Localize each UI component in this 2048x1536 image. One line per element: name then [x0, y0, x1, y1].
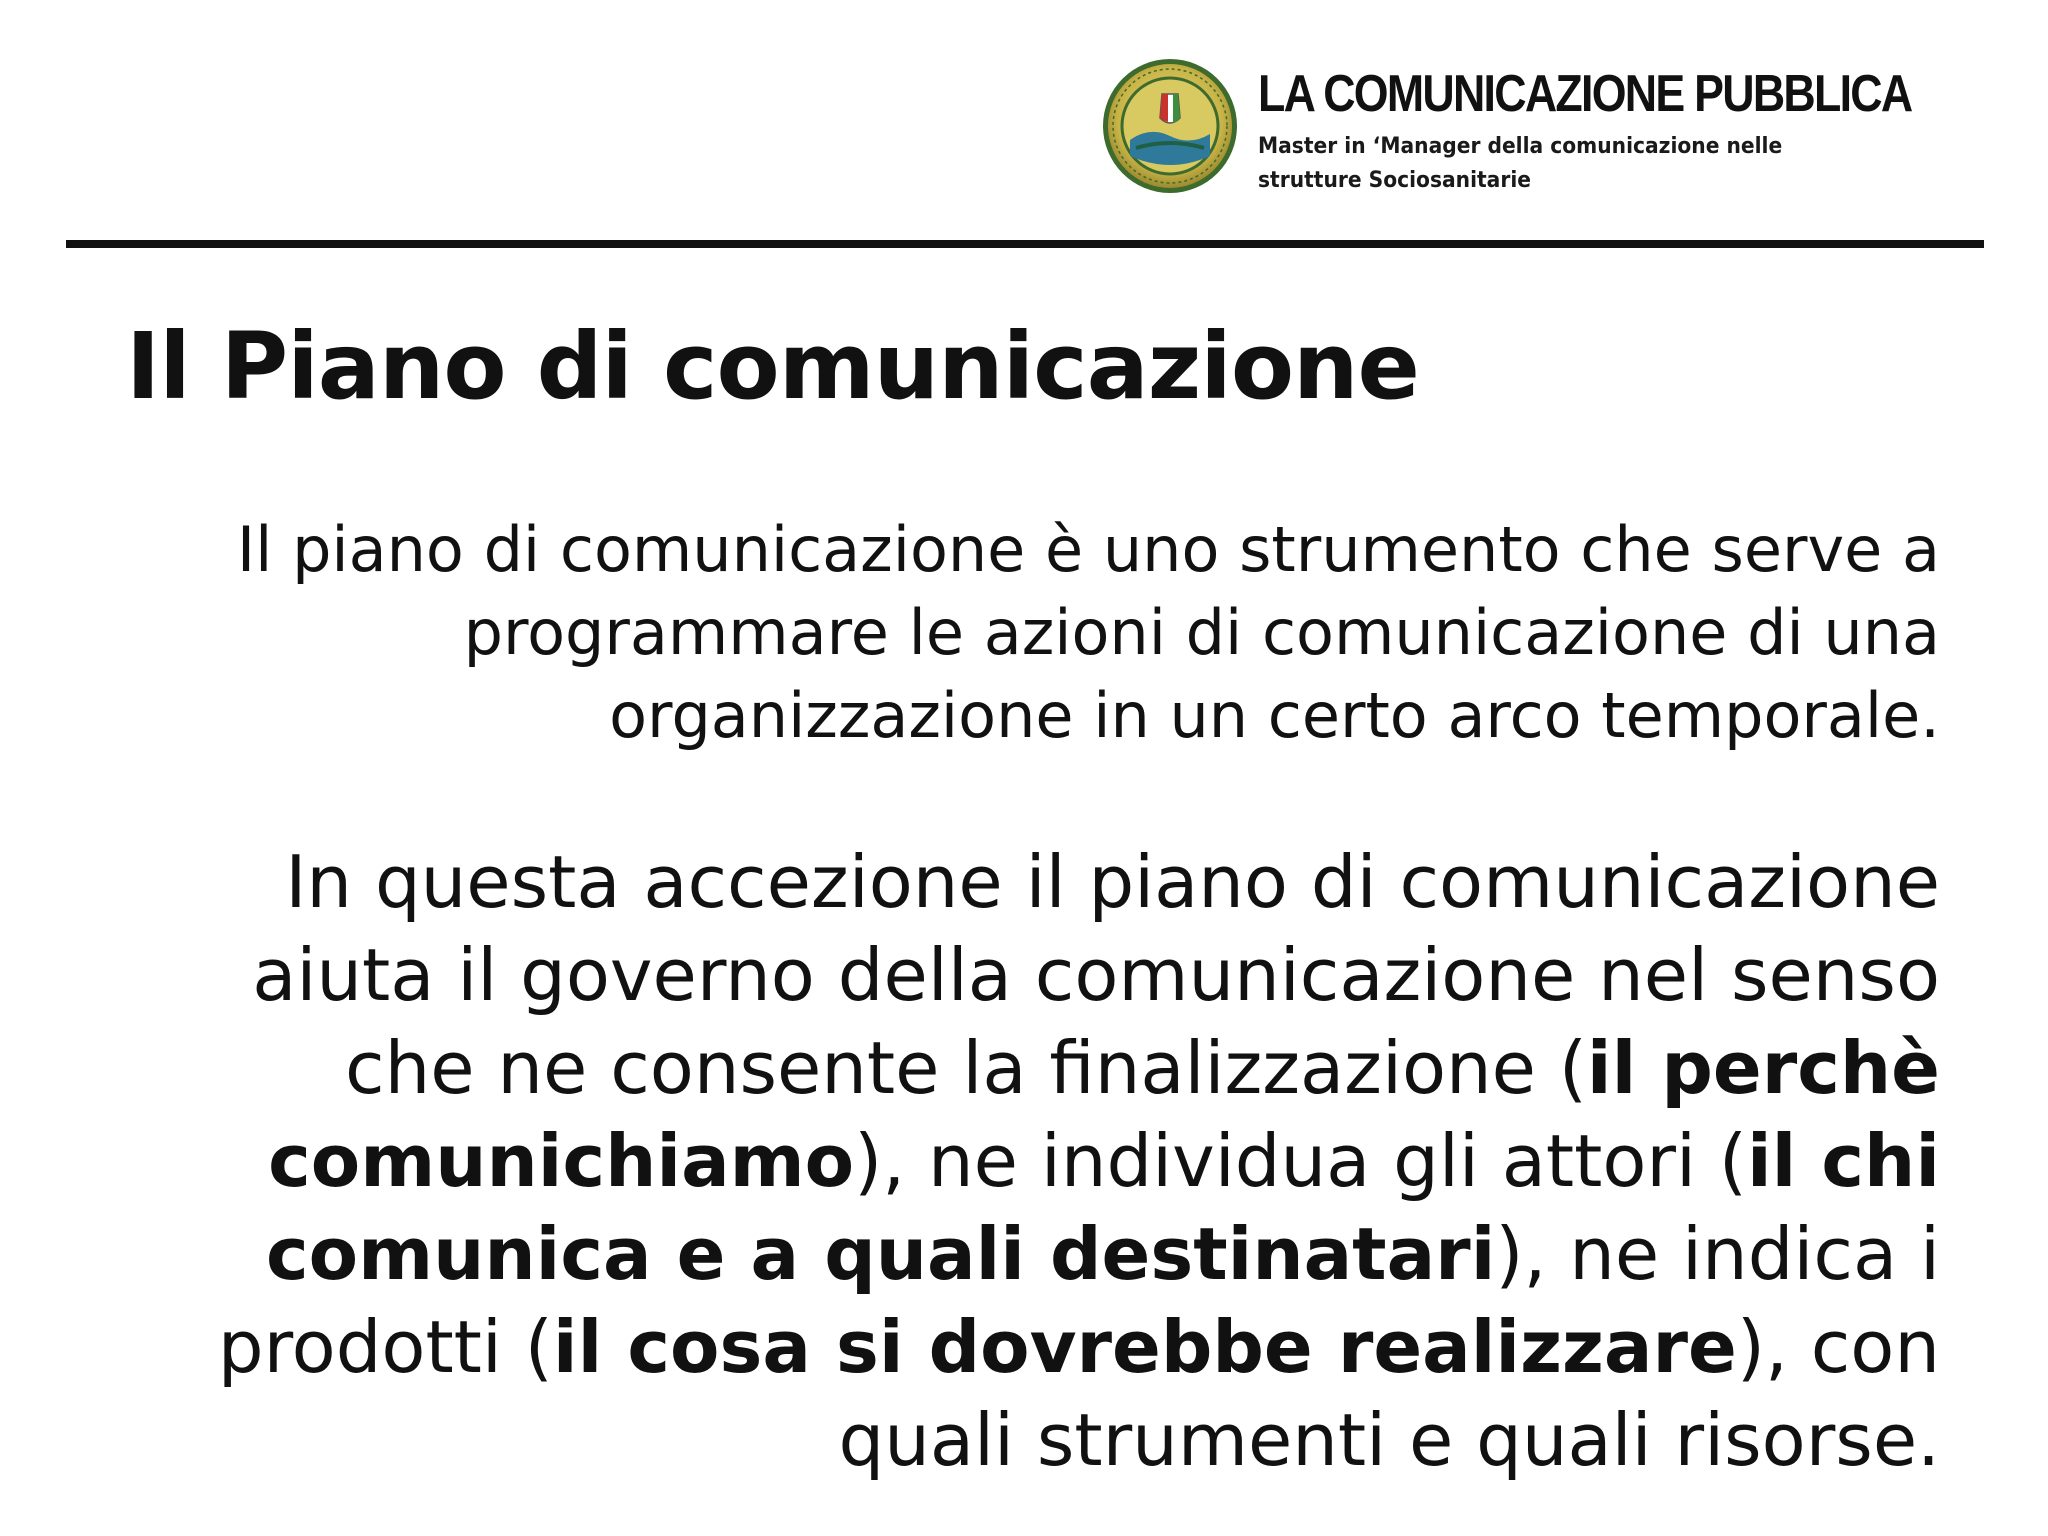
header-subtitle-line: Master in ‘Manager della comunicazione nelle — [1258, 134, 1783, 159]
header-subtitle — [1258, 130, 1939, 198]
bold-segment: il chi — [1746, 1119, 1940, 1203]
paragraph-line — [180, 1115, 1940, 1208]
text-segment: ), ne individua gli attori ( — [854, 1119, 1747, 1203]
paragraph-line: organizzazione in un certo arco temporale. — [609, 679, 1940, 752]
paragraph-line: Il piano di comunicazione è uno strumento che serve a — [236, 513, 1940, 586]
paragraph-definition — [180, 508, 1940, 757]
bold-segment: il perchè — [1586, 1026, 1940, 1110]
text-segment: quali strumenti e quali risorse. — [838, 1398, 1940, 1482]
text-segment: che ne consente la finalizzazione ( — [344, 1026, 1587, 1110]
paragraph-line — [180, 836, 1940, 929]
slide-title: Il Piano di comunicazione — [126, 313, 1419, 420]
text-segment: ), ne indica i — [1495, 1212, 1940, 1296]
paragraph-line — [180, 1208, 1940, 1301]
header-subtitle-line: strutture Sociosanitarie — [1258, 168, 1531, 193]
paragraph-line — [180, 1301, 1940, 1394]
paragraph-explanation — [180, 836, 1940, 1487]
bold-segment: il cosa si dovrebbe realizzare — [552, 1305, 1737, 1389]
header-divider — [66, 240, 1984, 248]
paragraph-line — [180, 929, 1940, 1022]
paragraph-line: programmare le azioni di comunicazione di una — [463, 596, 1940, 669]
header-text-block — [1258, 66, 1998, 198]
header — [1100, 56, 2000, 196]
header-title: LA COMUNICAZIONE PUBBLICA — [1258, 65, 1912, 123]
paragraph-line — [180, 1394, 1940, 1487]
text-segment: ), con — [1736, 1305, 1940, 1389]
text-segment: In questa accezione il piano di comunicazione — [285, 840, 1940, 924]
bold-segment: comunica e a quali destinatari — [265, 1212, 1496, 1296]
paragraph-line — [180, 1022, 1940, 1115]
text-segment: prodotti ( — [217, 1305, 553, 1389]
university-seal-icon — [1100, 56, 1240, 196]
bold-segment: comunichiamo — [268, 1119, 855, 1203]
text-segment: aiuta il governo della comunicazione nel senso — [252, 933, 1940, 1017]
